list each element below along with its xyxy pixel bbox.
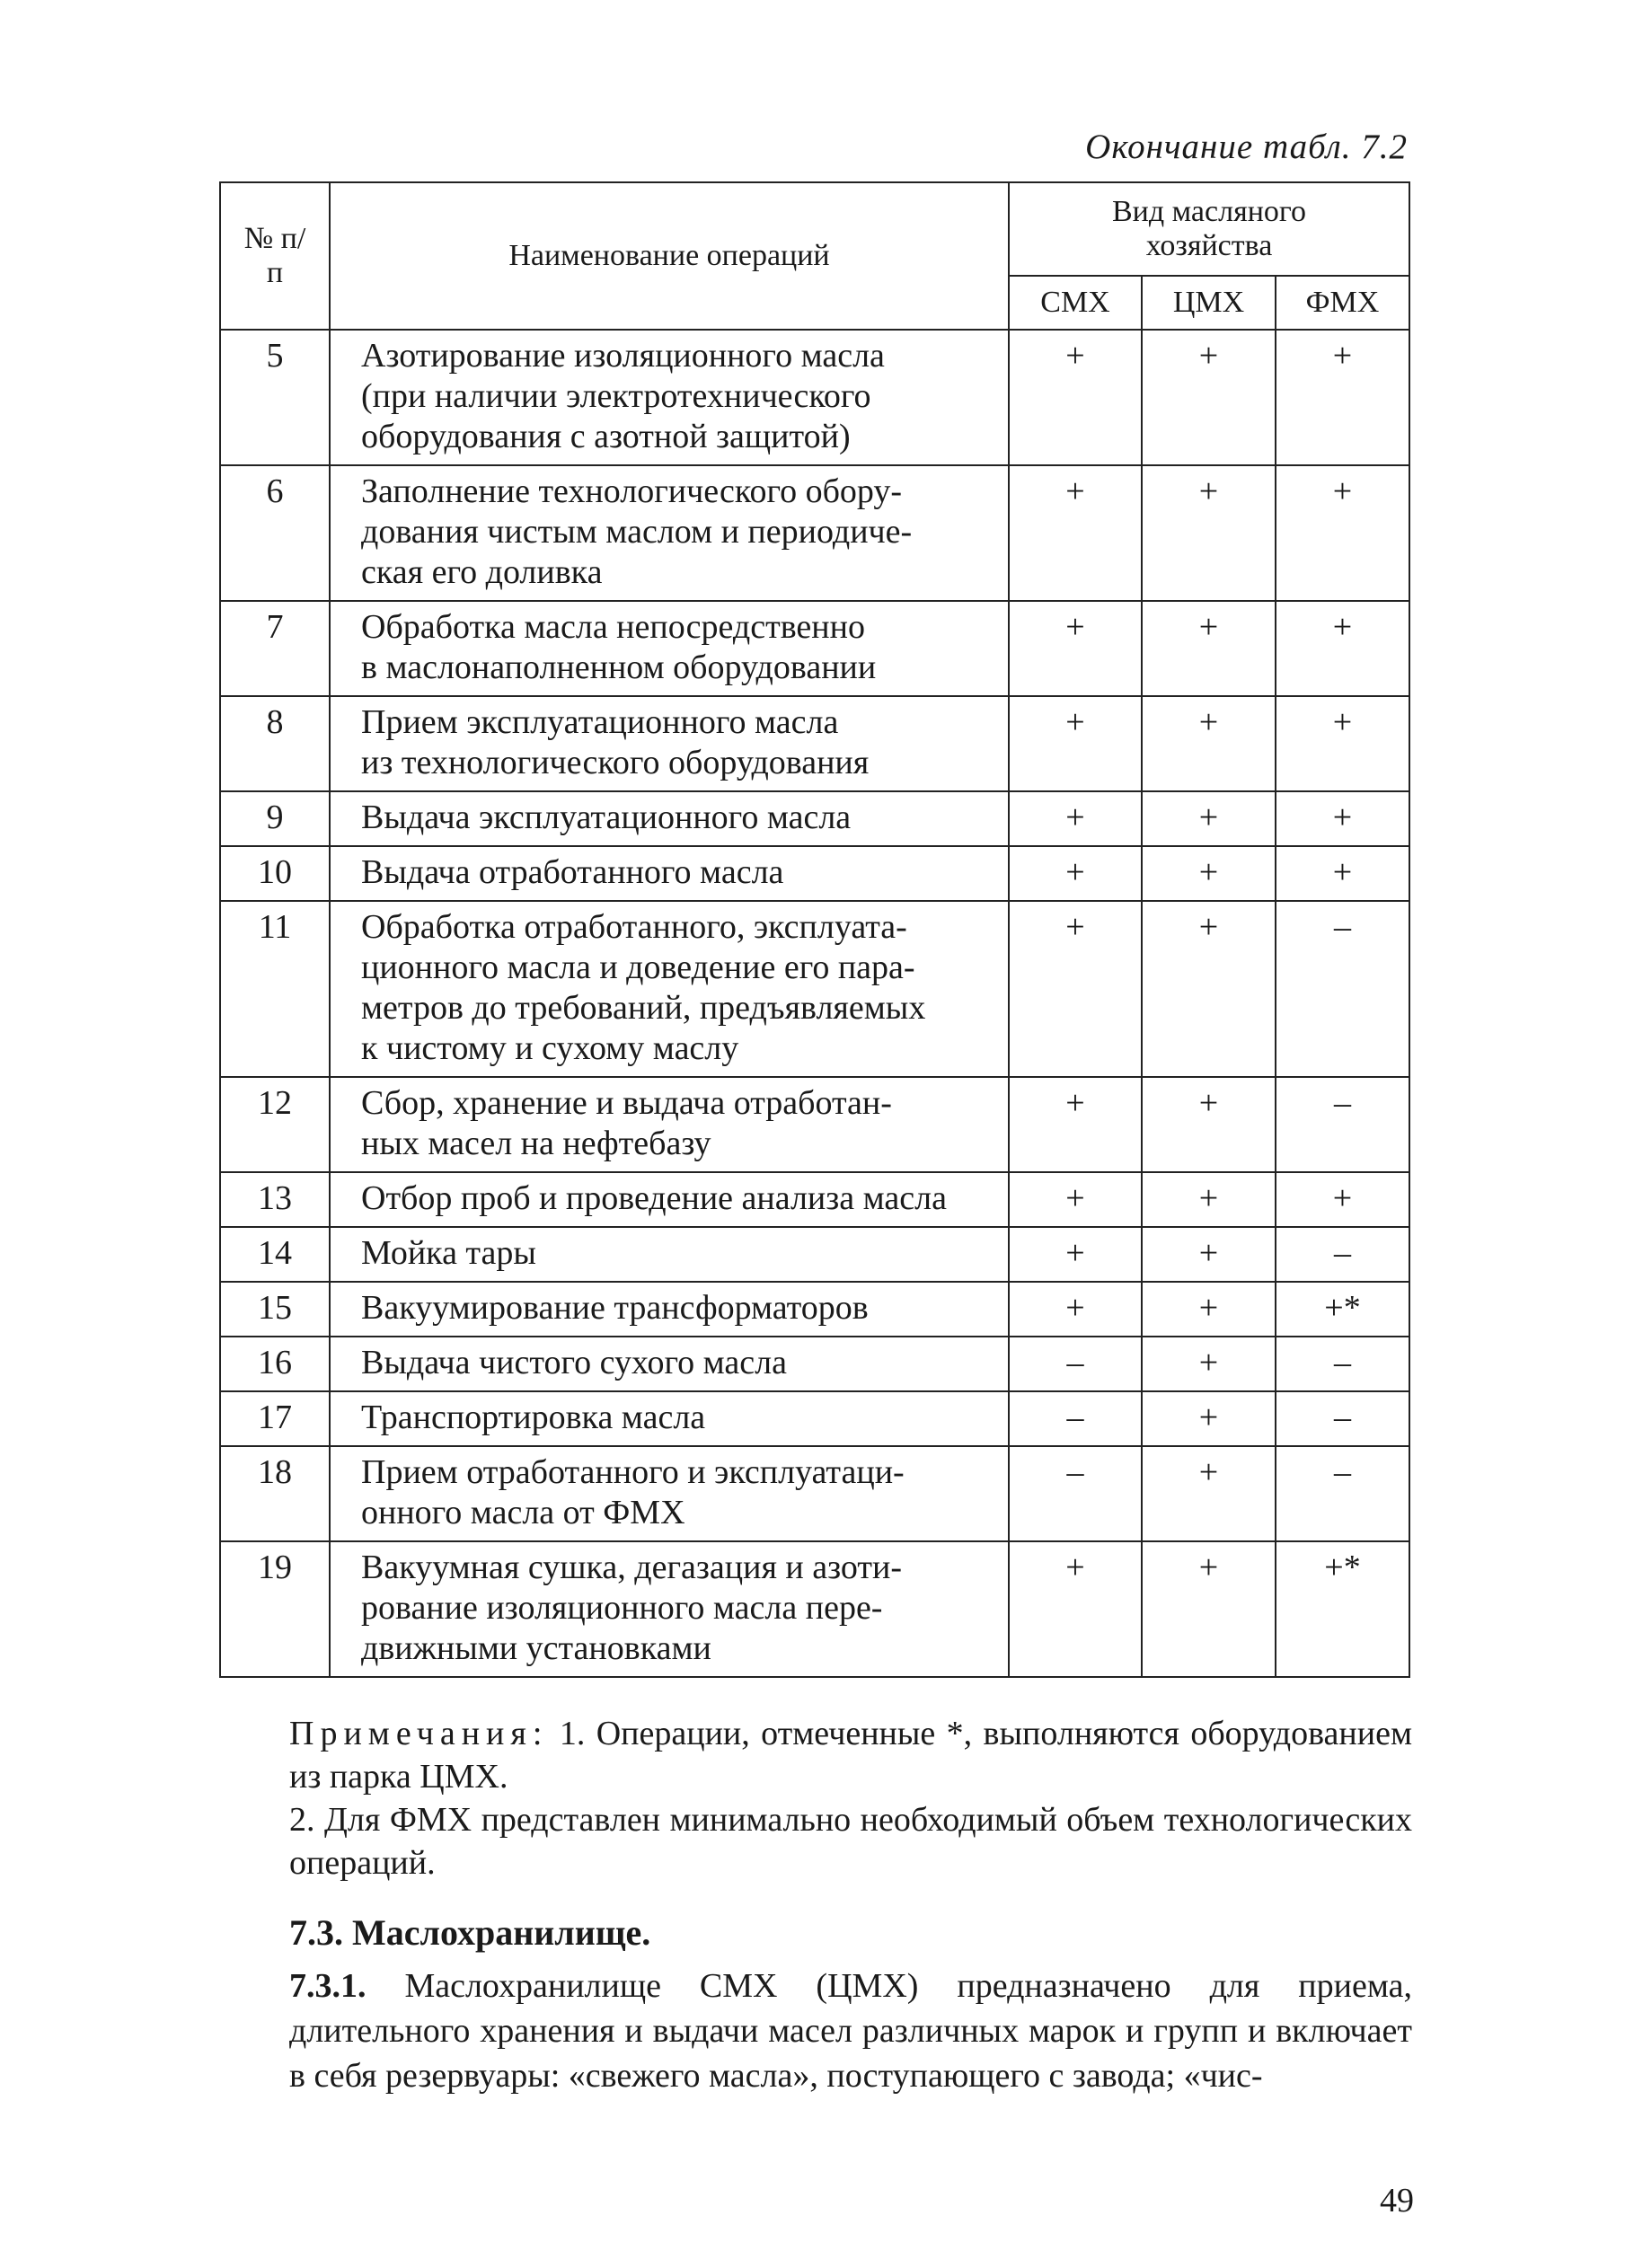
mark-smh: +: [1009, 1227, 1142, 1282]
row-number: 19: [220, 1541, 330, 1677]
operation-name-line: Заполнение технологического обору-: [361, 472, 903, 510]
header-col-cmh: ЦМХ: [1142, 276, 1276, 330]
operation-name-line: Обработка масла непосредственно: [361, 608, 865, 646]
note-2: [289, 1798, 1412, 1884]
operation-name: [330, 1446, 1009, 1541]
row-number: 12: [220, 1077, 330, 1172]
operation-name-line: Отбор проб и проведение анализа масла: [361, 1179, 947, 1217]
paragraph-text: Маслохранилище СМХ (ЦМХ) предназначено для приема, длительного хранения и выдачи масел различных марок и групп и включает в себя резервуары: «свежего масла», поступающего с завода; «чис-: [289, 1967, 1412, 2095]
operation-name: [330, 1077, 1009, 1172]
table-row: [220, 330, 1409, 465]
row-number: 18: [220, 1446, 330, 1541]
operation-name: [330, 465, 1009, 601]
table-row: [220, 1391, 1409, 1446]
table-row: [220, 1446, 1409, 1541]
operation-name-line: Мойка тары: [361, 1234, 536, 1272]
operation-name-line: ционного масла и доведение его пара-: [361, 949, 915, 986]
mark-cmh: +: [1142, 1337, 1276, 1391]
row-number: 8: [220, 696, 330, 791]
operation-name-line: (при наличии электротехнического: [361, 377, 871, 415]
mark-cmh: +: [1142, 791, 1276, 846]
operations-table: [219, 181, 1410, 1678]
operation-name-line: ных масел на нефтебазу: [361, 1125, 711, 1162]
operation-name-line: дования чистым маслом и периодиче-: [361, 513, 913, 551]
header-group: [1009, 182, 1409, 276]
mark-smh: –: [1009, 1391, 1142, 1446]
operation-name: [330, 1541, 1009, 1677]
table-row: [220, 1227, 1409, 1282]
operation-name-line: Сбор, хранение и выдача отработан-: [361, 1084, 892, 1122]
operation-name-line: метров до требований, предъявляемых: [361, 989, 926, 1027]
header-num-label: № п/п: [243, 222, 306, 289]
operation-name: [330, 901, 1009, 1077]
section-title: 7.3. Маслохранилище.: [289, 1912, 651, 1953]
mark-fmh: +: [1276, 791, 1409, 846]
mark-fmh: –: [1276, 1446, 1409, 1541]
table-body: [220, 330, 1409, 1677]
mark-fmh: +*: [1276, 1541, 1409, 1677]
mark-smh: +: [1009, 330, 1142, 465]
mark-smh: +: [1009, 1541, 1142, 1677]
mark-cmh: +: [1142, 1077, 1276, 1172]
mark-cmh: +: [1142, 1282, 1276, 1337]
header-num: [220, 182, 330, 330]
row-number: 17: [220, 1391, 330, 1446]
row-number: 13: [220, 1172, 330, 1227]
row-number: 6: [220, 465, 330, 601]
header-group-label: Вид масляного хозяйства: [1111, 195, 1307, 262]
mark-cmh: +: [1142, 601, 1276, 696]
note-1-text: 1. Операции, отмеченные *, выполняются оборудованием из парка ЦМХ.: [289, 1715, 1413, 1796]
mark-fmh: –: [1276, 1227, 1409, 1282]
operation-name-line: Прием отработанного и эксплуатаци-: [361, 1453, 905, 1491]
table-row: [220, 465, 1409, 601]
operation-name-line: Вакуумирование трансформаторов: [361, 1289, 869, 1327]
notes-label: Примечания:: [289, 1715, 549, 1752]
mark-cmh: +: [1142, 1172, 1276, 1227]
mark-fmh: +: [1276, 696, 1409, 791]
mark-smh: +: [1009, 696, 1142, 791]
operation-name-line: в маслонаполненном оборудовании: [361, 649, 877, 686]
operation-name-line: Обработка отработанного, эксплуата-: [361, 908, 907, 946]
table-row: [220, 846, 1409, 901]
operation-name: [330, 1172, 1009, 1227]
operation-name-line: рование изоляционного масла пере-: [361, 1589, 883, 1627]
mark-cmh: +: [1142, 330, 1276, 465]
table-row: [220, 791, 1409, 846]
table-row: [220, 1337, 1409, 1391]
mark-fmh: +: [1276, 1172, 1409, 1227]
operation-name: [330, 696, 1009, 791]
mark-smh: +: [1009, 1172, 1142, 1227]
mark-fmh: –: [1276, 1337, 1409, 1391]
mark-smh: +: [1009, 1282, 1142, 1337]
operation-name: [330, 601, 1009, 696]
row-number: 10: [220, 846, 330, 901]
mark-smh: +: [1009, 901, 1142, 1077]
row-number: 5: [220, 330, 330, 465]
operation-name-line: Вакуумная сушка, дегазация и азоти-: [361, 1549, 903, 1586]
mark-smh: +: [1009, 791, 1142, 846]
mark-cmh: +: [1142, 465, 1276, 601]
operation-name: [330, 846, 1009, 901]
row-number: 9: [220, 791, 330, 846]
mark-cmh: +: [1142, 846, 1276, 901]
table-row: [220, 696, 1409, 791]
operation-name: [330, 1282, 1009, 1337]
header-name: Наименование операций: [330, 182, 1009, 330]
operation-name-line: Прием эксплуатационного масла: [361, 703, 839, 741]
row-number: 16: [220, 1337, 330, 1391]
operation-name-line: Выдача отработанного масла: [361, 853, 784, 891]
paragraph-number: 7.3.1.: [289, 1967, 367, 2005]
mark-cmh: +: [1142, 1391, 1276, 1446]
table-row: [220, 1541, 1409, 1677]
operation-name-line: из технологического оборудования: [361, 744, 870, 781]
mark-fmh: +: [1276, 330, 1409, 465]
operation-name: [330, 1391, 1009, 1446]
row-number: 11: [220, 901, 330, 1077]
operation-name: [330, 791, 1009, 846]
operation-name-line: ская его доливка: [361, 553, 603, 591]
operation-name: [330, 330, 1009, 465]
mark-fmh: +*: [1276, 1282, 1409, 1337]
operation-name: [330, 1337, 1009, 1391]
operation-name-line: движными установками: [361, 1629, 711, 1667]
row-number: 14: [220, 1227, 330, 1282]
mark-smh: +: [1009, 1077, 1142, 1172]
table-row: [220, 601, 1409, 696]
page-number: 49: [1380, 2182, 1414, 2219]
note-2-text: 2. Для ФМХ представлен минимально необходимый объем технологических операций.: [289, 1801, 1412, 1882]
mark-cmh: +: [1142, 1446, 1276, 1541]
mark-cmh: +: [1142, 901, 1276, 1077]
operation-name-line: к чистому и сухому маслу: [361, 1029, 739, 1067]
operation-name-line: Выдача чистого сухого масла: [361, 1344, 787, 1381]
note-1: [289, 1712, 1412, 1798]
mark-fmh: +: [1276, 846, 1409, 901]
operation-name: [330, 1227, 1009, 1282]
mark-smh: +: [1009, 601, 1142, 696]
row-number: 15: [220, 1282, 330, 1337]
mark-cmh: +: [1142, 1541, 1276, 1677]
operation-name-line: Транспортировка масла: [361, 1399, 706, 1436]
header-col-fmh: ФМХ: [1276, 276, 1409, 330]
header-col-smh: СМХ: [1009, 276, 1142, 330]
operation-name-line: Выдача эксплуатационного масла: [361, 799, 852, 836]
mark-cmh: +: [1142, 1227, 1276, 1282]
operation-name-line: онного масла от ФМХ: [361, 1494, 685, 1531]
operation-name-line: оборудования с азотной защитой): [361, 418, 851, 455]
mark-fmh: +: [1276, 601, 1409, 696]
mark-smh: –: [1009, 1446, 1142, 1541]
mark-cmh: +: [1142, 696, 1276, 791]
mark-smh: +: [1009, 846, 1142, 901]
mark-fmh: –: [1276, 901, 1409, 1077]
table-row: [220, 1077, 1409, 1172]
section-paragraph: [289, 1964, 1412, 2098]
table-row: [220, 1172, 1409, 1227]
mark-fmh: +: [1276, 465, 1409, 601]
table-row: [220, 901, 1409, 1077]
table-caption: Окончание табл. 7.2: [1085, 128, 1408, 166]
mark-fmh: –: [1276, 1077, 1409, 1172]
operation-name-line: Азотирование изоляционного масла: [361, 337, 885, 375]
table-notes: [289, 1712, 1412, 1884]
mark-smh: +: [1009, 465, 1142, 601]
mark-smh: –: [1009, 1337, 1142, 1391]
mark-fmh: –: [1276, 1391, 1409, 1446]
row-number: 7: [220, 601, 330, 696]
table-row: [220, 1282, 1409, 1337]
